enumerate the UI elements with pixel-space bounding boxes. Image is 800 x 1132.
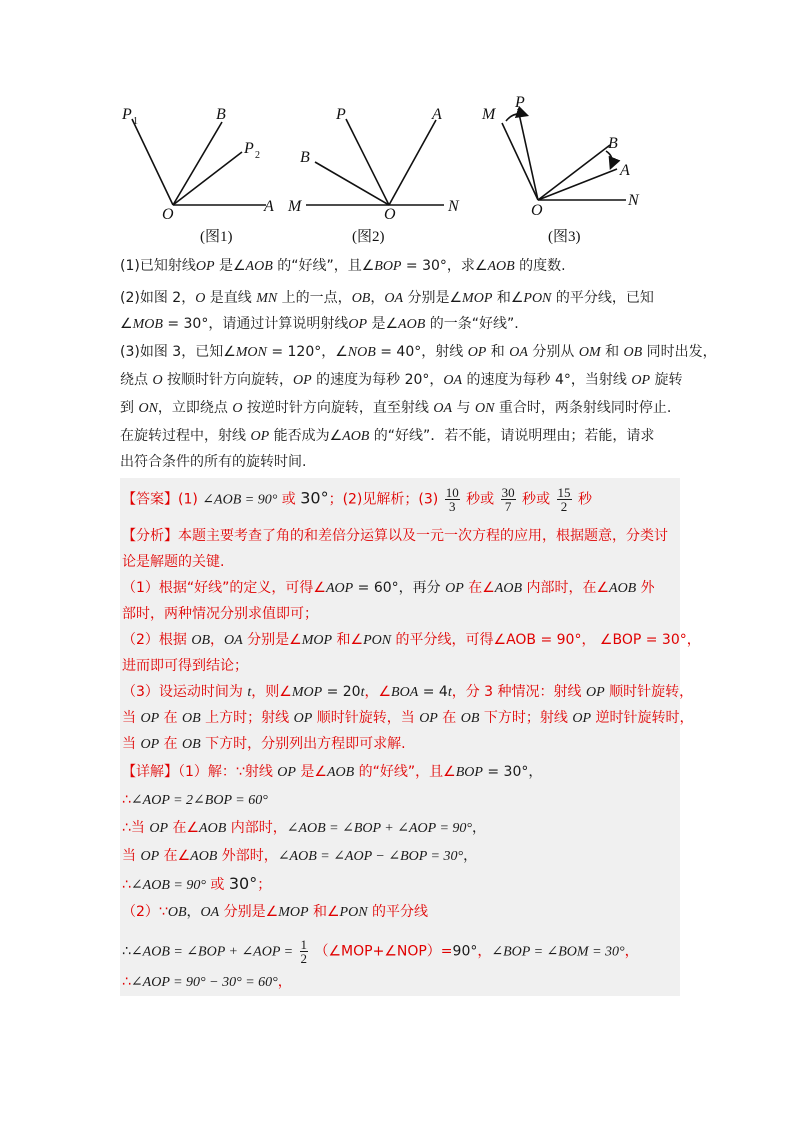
figure-2-drawing xyxy=(286,95,476,245)
analysis-line-1: 【分析】本题主要考查了角的和差倍分运算以及一元一次方程的应用，根据题意，分类讨 xyxy=(122,528,668,544)
fig1-label-b: B xyxy=(216,106,226,123)
answer-fraction-1: $\frac{10}{3}$ xyxy=(445,485,459,514)
analysis-line-6: 进而即可得到结论； xyxy=(122,658,248,674)
fig1-caption: (图1) xyxy=(200,229,233,245)
fig1-label-p1-sub: 1 xyxy=(133,116,138,127)
figure-2 xyxy=(286,95,476,245)
fig1-label-o: O xyxy=(162,206,174,223)
fig2-caption: (图2) xyxy=(352,229,385,245)
detail-line-2: ∴∠AOP = 2∠BOP = 60° xyxy=(122,792,268,808)
detail-line-3: ∴当 OP 在∠AOB 内部时，∠AOB = ∠BOP + ∠AOP = 90°， xyxy=(122,820,486,836)
fig1-label-a: A xyxy=(264,198,274,215)
detail-line-6: （2）∵OB，OA 分别是∠MOP 和∠PON 的平分线 xyxy=(122,904,428,920)
figure-1-drawing xyxy=(118,95,288,245)
question-2-line-1: (2)如图 2，O 是直线 MN 上的一点，OB，OA 分别是∠MOP 和∠PON 的平分线，已知 xyxy=(120,290,654,306)
figure-3 xyxy=(478,95,658,245)
fig2-label-a: A xyxy=(432,106,442,123)
analysis-line-5: （2）根据 OB，OA 分别是∠MOP 和∠PON 的平分线，可得∠AOB = 90°， ∠BOP = 30°， xyxy=(122,632,701,648)
analysis-tag: 【分析】 xyxy=(122,528,178,544)
detail-line-1: 【详解】（1）解：∵射线 OP 是∠AOB 的“好线”，且∠BOP = 30°， xyxy=(122,764,543,780)
fig3-label-b: B xyxy=(608,135,618,152)
analysis-line-4: 部时，两种情况分别求值即可； xyxy=(122,606,318,622)
figure-3-drawing xyxy=(478,95,658,245)
fig2-label-m: M xyxy=(288,198,302,215)
question-3-line-2: 绕点 O 按顺时针方向旋转，OP 的速度为每秒 20°，OA 的速度为每秒 4°，当射线 OP 旋转 xyxy=(120,372,683,388)
analysis-line-2: 论是解题的关键. xyxy=(122,554,225,570)
detail-line-7: ∴∠AOB = ∠BOP + ∠AOP = $\frac{1}{2}$ （∠MOP+∠NOP）=90°，∠BOP = ∠BOM = 30°， xyxy=(122,937,639,966)
detail-fraction-half: $\frac{1}{2}$ xyxy=(300,937,308,966)
fig3-caption: (图3) xyxy=(548,229,581,245)
answer-line: 【答案】(1) ∠AOB = 90° 或 30°；(2)见解析；(3) $\frac{10}{3}$ 秒或 $\frac{30}{7}$ 秒或 $\frac{15}{2}$ 秒 xyxy=(122,485,592,514)
fig3-label-n: N xyxy=(628,192,639,209)
question-3-line-5: 出符合条件的所有的旋转时间. xyxy=(120,454,307,470)
fig3-label-m: M xyxy=(482,106,496,123)
question-3-line-4: 在旋转过程中，射线 OP 能否成为∠AOB 的“好线”．若不能，请说明理由；若能，请求 xyxy=(120,428,655,444)
detail-line-8: ∴∠AOP = 90° − 30° = 60°， xyxy=(122,974,292,990)
fig1-label-p1: P xyxy=(122,106,132,123)
detail-tag: 【详解】 xyxy=(122,764,178,780)
question-2-line-2: ∠MOB = 30°，请通过计算说明射线OP 是∠AOB 的一条“好线”. xyxy=(120,316,519,332)
question-3-line-1: (3)如图 3，已知∠MON = 120°，∠NOB = 40°，射线 OP 和 OA 分别从 OM 和 OB 同时出发， xyxy=(120,344,717,360)
analysis-line-9: 当 OP 在 OB 下方时，分别列出方程即可求解. xyxy=(122,736,406,752)
figure-1 xyxy=(118,95,288,245)
fig2-label-b: B xyxy=(300,149,310,166)
fig2-label-n: N xyxy=(448,198,459,215)
fig3-label-o: O xyxy=(531,202,543,219)
fig3-label-a: A xyxy=(620,162,630,179)
question-1: (1)已知射线OP 是∠AOB 的“好线”，且∠BOP = 30°，求∠AOB 的度数. xyxy=(120,258,566,274)
answer-fraction-2: $\frac{30}{7}$ xyxy=(501,485,515,514)
detail-line-4: 当 OP 在∠AOB 外部时，∠AOB = ∠AOP − ∠BOP = 30°， xyxy=(122,848,478,864)
analysis-line-7: （3）设运动时间为 t，则∠MOP = 20t，∠BOA = 4t，分 3 种情况：射线 OP 顺时针旋转， xyxy=(122,684,694,700)
fig3-label-p: P xyxy=(515,94,525,111)
analysis-line-8: 当 OP 在 OB 上方时；射线 OP 顺时针旋转，当 OP 在 OB 下方时；射线 OP 逆时针旋转时， xyxy=(122,710,694,726)
fig1-label-p2-sub: 2 xyxy=(255,150,260,161)
fig1-label-p2: P xyxy=(244,140,254,157)
answer-fraction-3: $\frac{15}{2}$ xyxy=(557,485,571,514)
analysis-line-3: （1）根据“好线”的定义，可得∠AOP = 60°，再分 OP 在∠AOB 内部时，在∠AOB 外 xyxy=(122,580,655,596)
question-3-line-3: 到 ON，立即绕点 O 按逆时针方向旋转，直至射线 OA 与 ON 重合时，两条射线同时停止. xyxy=(120,400,672,416)
detail-line-5: ∴∠AOB = 90° 或 30°； xyxy=(122,874,272,893)
fig2-label-o: O xyxy=(384,206,396,223)
fig2-label-p: P xyxy=(336,106,346,123)
answer-tag: 【答案】 xyxy=(122,491,178,508)
